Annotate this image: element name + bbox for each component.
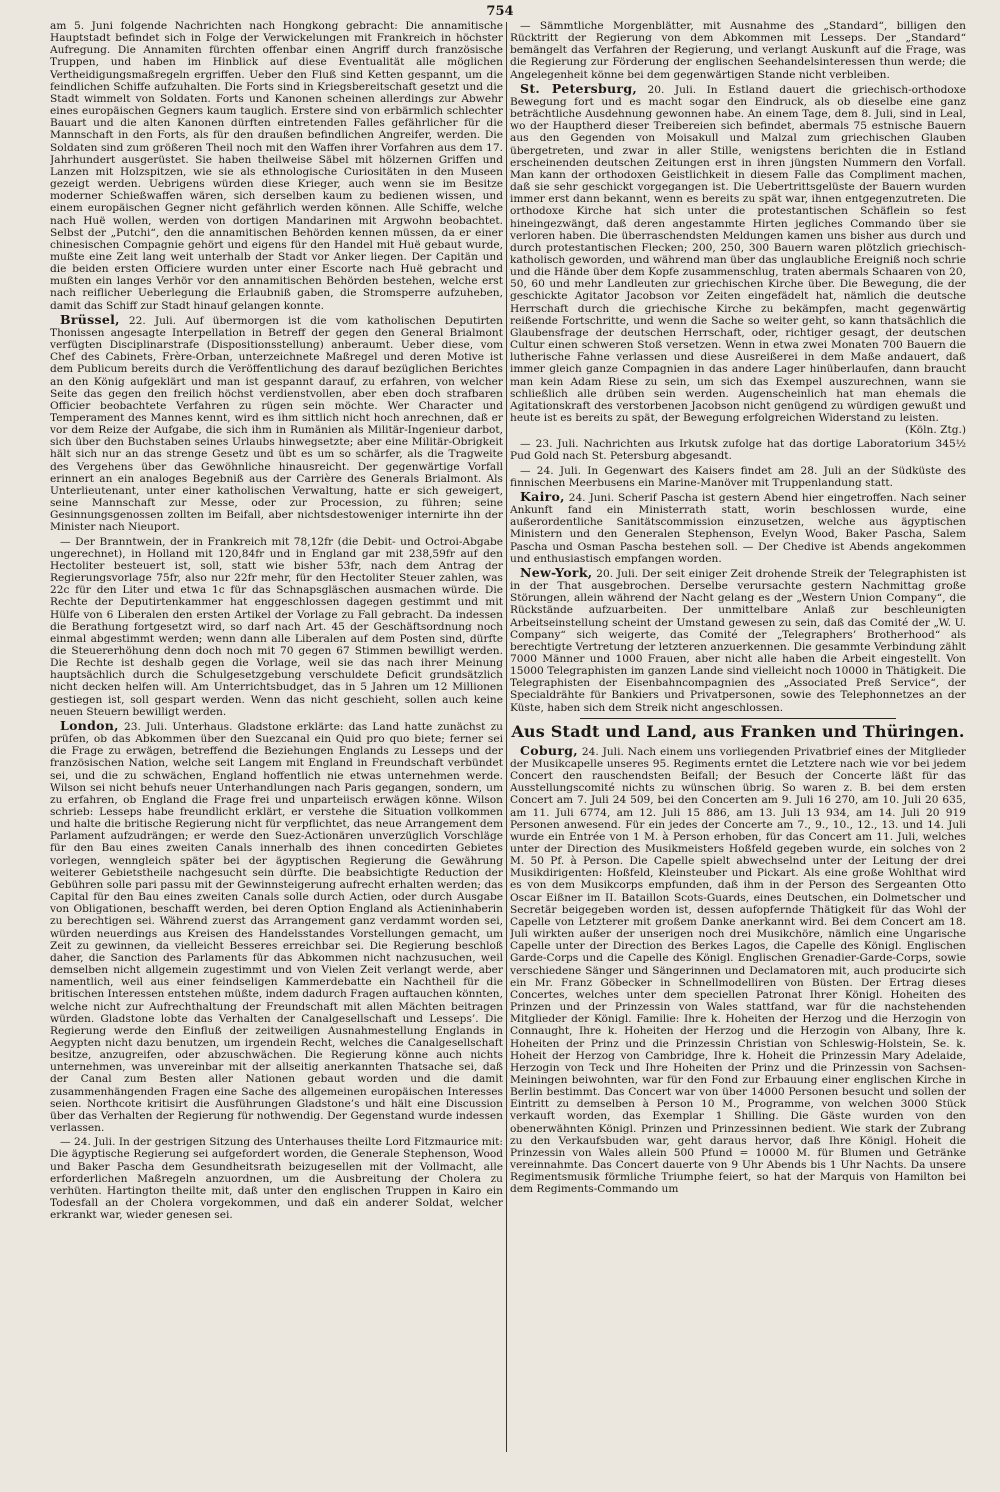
article-newyork-text: 20. Juli. Der seit einiger Zeit drohende Streik der Telegraphisten ist in der That ausgebrochen. Derselbe verursachte gestern Nachmittag große Störungen, allein während der Nacht gelang es der „Western Union Company“, die Rückstände aufzuarbeiten. Der unmittelbare Anlaß zur beschleunigten Arbeitseinstellung scheint der Umstand gewesen zu sein, daß das Comité der „W. U. Company“ sich weigerte, das Comité der „Telegraphers’ Brotherhood“ als berechtigte Vertretung der letzteren anzuerkennen. Die gesammte Verbindung zählt 7000 Männer und 1000 Frauen, aber nicht alle haben die Arbeit eingestellt. Von 15000 Telegraphisten im ganzen Lande sind vielleicht noch 10000 in Thätigkeit. Die Telegraphisten der Eisenbahncompagnien des „Associated Preß Service“, der Specialdrähte für Bankiers und Privatpersonen, sowie des Telephonnetzes an der Küste, haben sich dem Streik nicht angeschlossen. [510,567,966,714]
article-morgenblaetter: — Sämmtliche Morgenblätter, mit Ausnahme des „Standard“, billigen den Rücktritt der Regierung von dem Abkommen mit Lesseps. Der „Standard“ bemängelt das Verfahren der Regierung, und verlangt Auskunft auf die Frage, was die Regierung zur Förderung der englischen Seehandelsinteressen thun werde; die Angelegenheit könne bei dem gegenwärtigen Stande nicht verbleiben. [510,20,966,81]
left-column [50,20,503,1460]
article-london-text: 23. Juli. Unterhaus. Gladstone erklärte: das Land hatte zunächst zu prüfen, ob das Abkommen über den Suezcanal ein Quid pro quo biete; ferner sei die Frage zu erwägen, betreffend die Beziehungen Englands zu Lesseps und der französischen Nation, welche seit Langem mit England in Freundschaft verbündet sei, und die zu schwächen, England hoffentlich nie etwas unternehmen werde. Wilson sei nicht behufs neuer Unterhandlungen nach Paris gegangen, sondern, um zu erfahren, ob England die Frage frei und unparteiisch erwägen könne. Wilson schrieb: Lesseps habe freundlicht erklärt, er verstehe die Situation vollkommen und halte die britische Regierung nicht für verpflichtet, das neue Arrangement dem Parlament aufzudrängen; er werde den Suez-Actionären unverzüglich Vorschläge für den Bau eines zweiten Canals innerhalb des ihnen concedirten Gebietes vorlegen, wenngleich später bei der ägyptischen Regierung die Gewährung weiterer Gebietstheile nachgesucht sein dürfte. Die beabsichtigte Reduction der Gebühren solle pari passu mit der Gewinnsteigerung aufrecht erhalten werden; das Capital für den Bau eines zweiten Canals solle durch Actien, oder durch Ausgabe von Obligationen, beschafft werden, bei deren Option England als Actieninhaberin zu berechtigen sei. Während zuerst das Arrangement ganz verdammt worden sei, würden neuerdings aus Kreisen des Handelsstandes Vorstellungen gemacht, um Zeit zu gewinnen, da vielleicht Besseres erreichbar sei. Die Regierung beschloß daher, die Sanction des Parlaments für das Abkommen nicht nachzusuchen, weil demselben nicht allgemein zugestimmt und von Vielen Zeit verlangt werde, aber namentlich, weil aus einer feindseligen Kammerdebatte ein Nachtheil für die britischen Interessen entstehen müßte, indem dadurch Fragen auftauchen könnten, welche nicht zur Aufrechthaltung der Freundschaft mit allen Mächten beitragen würden. Gladstone lobte das Verhalten der Canalgesellschaft und Lesseps’. Die Regierung werde den Einfluß der zeitweiligen Ausnahmestellung Englands in Aegypten nicht dazu benutzen, um irgendein Recht, welches die Canalgesellschaft besitze, anzugreifen, oder abzuschwächen. Die Regierung könne auch nichts unternehmen, was unvereinbar mit der allseitig anerkannten Thatsache sei, daß der Canal zum Besten aller Nationen gebaut worden und die damit zusammenhängenden Fragen eine Sache des allgemeinen europäischen Interesses seien. Northcote kritisirt die Ausführungen Gladstone’s und hält eine Discussion über das Verhalten der Regierung für nothwendig. Der Gegenstand wurde indessen verlassen. [50,720,503,1135]
column-divider [506,22,507,1452]
article-branntwein: — Der Branntwein, der in Frankreich mit 78,12fr (die Debit- und Octroi-Abgabe ungerechnet), in Holland mit 120,84fr und in England gar mit 238,59fr auf den Hectoliter besteuert ist, soll, statt wie bisher 53fr, nach dem Antrag der Regierungsvorlage 75fr, also nur 22fr mehr, für den Hectoliter Steuer zahlen, was 22c für den Liter und etwa 1c für das Schnapsgläschen ausmachen würde. Die Rechte der Deputirtenkammer hat enggeschlossen dagegen gestimmt und mit Hülfe von 6 Liberalen den ersten Artikel der Vorlage zu Fall gebracht. Da indessen die Berathung fortgesetzt wird, so darf nach Art. 45 der Geschäftsordnung noch einmal abgestimmt werden; wenn dann alle Liberalen auf dem Posten sind, dürfte die Steuererhöhung denn doch noch mit 70 gegen 67 Stimmen bewilligt werden. Die Rechte ist deshalb gegen die Vorlage, weil sie das nach ihrer Meinung hauptsächlich durch die Schulgesetzgebung verschuldete Deficit grundsätzlich nicht decken helfen will. Am Unterrichtsbudget, das in 5 Jahren um 12 Millionen gestiegen ist, soll gespart werden. Wenn das nicht geschieht, sollen auch keine neuen Steuern bewilligt werden. [50,535,503,718]
article-petersburg-text: 20. Juli. In Estland dauert die griechisch-orthodoxe Bewegung fort und es macht sogar den Eindruck, als ob dieselbe eine ganz beträchtliche Ausdehnung gewonnen habe. An einem Tage, dem 8. Juli, sind in Leal, wo der Hauptherd dieser Treibereien sich befindet, abermals 75 estnische Bauern aus den Gegenden von Moisakull und Malzal zum griechischen Glauben übergetreten, und zwar in aller Stille, wenigstens berichten die in Estland erscheinenden deutschen Zeitungen erst in ihren jüngsten Nummern den Vorfall. Man kann der orthodoxen Geistlichkeit in diesem Falle das Compliment machen, daß sie sehr geschickt vorgegangen ist. Die Uebertrittsgelüste der Bauern wurden immer erst dann bekannt, wenn es bereits zu spät war, ihnen entgegenzutreten. Die orthodoxe Kirche hat sich unter die protestantischen Schäflein so fest hineingezwängt, daß deren angestammte Hirten jegliches Commando über sie verloren haben. Die überraschendsten Meldungen kamen uns bisher aus durch und durch protestantischen Flecken; 200, 250, 300 Bauern waren plötzlich griechisch-katholisch geworden, und während man über das unglaubliche Ereigniß noch schrie und die Hände über dem Kopfe zusammenschlug, traten abermals Schaaren von 20, 50, 60 und mehr Landleuten zur griechischen Kirche über. Die Bewegung, die der geschickte Agitator Jacobson vor Zeiten eingefädelt hat, nämlich die deutsche Herrschaft durch die griechische Kirche zu bekämpfen, macht gegenwärtig reißende Fortschritte, und wenn die Sache so weiter geht, so kann thatsächlich die Glaubensfrage der deutschen Herrschaft, oder, richtiger gesagt, der deutschen Cultur einen schweren Stoß versetzen. Wenn in etwa zwei Monaten 700 Bauern die lutherische Fahne verlassen und diese Ausreißerei in dem Maße andauert, daß immer gleich ganze Compagnien in das andere Lager hinüberlaufen, dann braucht man kein Adam Riese zu sein, um sich das Exempel auszurechnen, wann sie schließlich alle drüben sein werden. Augenscheinlich hat man ehemals die Agitationskraft des verstorbenen Jacobson nicht genügend zu würdigen gewußt und heute ist es bereits zu spät, der Bewegung erfolgreichen Widerstand zu leisten. [510,83,966,424]
article-annam-continued: am 5. Juni folgende Nachrichten nach Hongkong gebracht: Die annamitische Hauptstadt befindet sich in Folge der Verwickelungen mit Frankreich in höchster Aufregung. Die Annamiten fürchten offenbar einen Angriff durch französische Truppen, und haben im Hinblick auf diese Eventualität alle möglichen Vertheidigungsmaßregeln ergriffen. Ueber den Fluß sind Ketten gespannt, um die feindlichen Schiffe aufzuhalten. Die Forts sind in Kriegsbereitschaft gesetzt und die Stadt wimmelt von Soldaten. Forts und Kanonen scheinen allerdings zur Abwehr eines europäischen Gegners kaum tauglich. Erstere sind von erbärmlich schlechter Bauart und die alten Kanonen dürften eintretenden Falles gefährlicher für die Mannschaft in den Forts, als für den draußen befindlichen Angreifer, werden. Die Soldaten sind zum größeren Theil noch mit den Waffen ihrer Vorfahren aus dem 17. Jahrhundert ausgerüstet. Sie haben theilweise Säbel mit hölzernen Griffen und Lanzen mit Holzspitzen, wie sie als ethnologische Curiositäten in den Museen gezeigt werden. Uebrigens würden diese Krieger, auch wenn sie im Besitze moderner Schießwaffen wären, sich derselben kaum zu bedienen wissen, und einem europäischen Gegner nicht gefährlich werden können. Alle Schiffe, welche nach Huë wollen, werden von dortigen Mandarinen mit Argwohn beobachtet. Selbst der „Putchi“, den die annamitischen Behörden kennen müssen, da er einer chinesischen Compagnie gehört und eigens für den Handel mit Huë gebaut wurde, mußte eine Zeit lang weit unterhalb der Stadt vor Anker liegen. Der Capitän und die beiden ersten Officiere wurden unter einer Escorte nach Huë gebracht und mußten ein langes Verhör vor den annamitischen Behörden bestehen, welche erst nach reiflicher Ueberlegung die Erlaubniß gaben, die Stromsperre aufzuheben, damit das Schiff zur Stadt hinauf gelangen konnte. [50,20,503,312]
section-heading: Aus Stadt und Land, aus Franken und Thüringen. [511,721,965,741]
right-column [510,20,966,1460]
dateline-bruessel: Brüssel, [60,311,120,327]
article-coburg [510,742,966,1196]
dateline-london: London, [60,717,119,733]
source-credit: (Köln. Ztg.) [905,424,966,437]
article-bruessel-text: 22. Juli. Auf übermorgen ist die vom katholischen Deputirten Thonissen angesagte Interpellation in Betreff der gegen den General Brialmont verfügten Disciplinarstrafe (Dispositionsstellung) anberaumt. Ueber diese, vom Chef des Cabinets, Frère-Orban, unterzeichnete Maßregel und deren Motive ist dem Publicum bereits durch die Veröffentlichung des darauf bezüglichen Berichtes an den König aufgeklärt und man ist gespannt darauf, zu erfahren, von welcher Seite das gegen den freilich höchst verdienstvollen, aber eben doch strafbaren Officier beobachtete Verfahren zu rügen sein möchte. Wer Character und Temperament des Mannes kennt, wird es ihm sittlich nicht hoch anrechnen, daß er vor dem Reize der Aufgabe, die sich ihm in Rumänien als Militär-Ingenieur darbot, sich über den Buchstaben seines Urlaubs hinwegsetzte; aber eine Militär-Obrigkeit hält sich nur an das strenge Gesetz und übt es um so schärfer, als die Tragweite des Vergehens über das Gewöhnliche hinausreicht. Der gegenwärtige Vorfall erinnert an ein analoges Begebniß aus der Carrière des Generals Brialmont. Als Unterlieutenant, unter einer katholischen Verwaltung, hatte er sich geweigert, seine Mannschaft zur Messe, oder zur Procession, zu führen; seine Gesinnungsgenossen zollten im Beifall, aber nichtsdestoweniger internirte ihn der Minister nach Nieuport. [50,314,503,534]
article-petersburg [510,80,966,437]
article-coburg-text: 24. Juli. Nach einem uns vorliegenden Privatbrief eines der Mitglieder der Musikcapelle unseres 95. Regiments erntet die Letztere nach wie vor bei jedem Concert den rauschendsten Beifall; der Besuch der Concerte läßt für das Ausstellungscomité nichts zu wünschen übrig. So waren z. B. bei dem ersten Concert am 7. Juli 24 509, bei den Concerten am 9. Juli 16 270, am 10. Juli 20 635, am 11. Juli 6774, am 12. Juli 15 886, am 13. Juli 13 934, am 14. Juli 20 919 Personen anwesend. Für ein jedes der Concerte am 7., 9., 10., 12., 13. und 14. Juli wurde ein Entrée von 1 M. à Person erhoben, für das Concert am 11. Juli, welches unter der Direction des Musikmeisters Hoßfeld gegeben wurde, ein solches von 2 M. 50 Pf. à Person. Die Capelle spielt abwechselnd unter der Leitung der drei Musikdirigenten: Hoßfeld, Kleinsteuber und Pickart. Als eine große Wohlthat wird es von dem Musikcorps empfunden, daß ihm in der Person des Sergeanten Otto Oscar Eißner im II. Bataillon Scots-Guards, eines Deutschen, ein Dolmetscher und Secretär beigegeben worden ist, dessen aufopfernde Thätigkeit für das Wohl der Capelle von Letzterer mit großem Danke anerkannt wird. Bei dem Concert am 18. Juli wirkten außer der unserigen noch drei Musikchöre, nämlich eine Ungarische Capelle unter der Direction des Berkes Lagos, die Capelle des Königl. Englischen Garde-Corps und die Capelle des Königl. Englischen Grenadier-Garde-Corps, sowie verschiedene Sänger und Sängerinnen und Declamatoren mit, auch producirte sich ein Mr. Franz Göbecker in Schnellmodelliren von Büsten. Der Ertrag dieses Concertes, welches unter dem speciellen Patronat Ihrer Königl. Hoheiten des Prinzen und der Prinzessin von Wales stattfand, war für die nachstehenden Mitglieder der Königl. Familie: Ihre k. Hoheiten der Herzog und die Herzogin von Connaught, Ihre k. Hoheiten der Herzog und die Herzogin von Albany, Ihre k. Hoheiten der Prinz und die Prinzessin Christian von Schleswig-Holstein, Se. k. Hoheit der Herzog von Cambridge, Ihre k. Hoheit die Prinzessin Mary Adelaide, Herzogin von Teck und Ihre Hoheiten der Prinz und die Prinzessin von Sachsen-Meiningen beiwohnten, war für den Fond zur Erbauung einer englischen Kirche in Berlin bestimmt. Das Concert war von über 14000 Personen besucht und sollen der Eintritt zu demselben à Person 10 M., Programme, von welchen 3000 Stück verkauft worden, das Exemplar 1 Shilling. Die Gäste wurden von den obenerwähnten Königl. Prinzen und Prinzessinnen bedient. Wie stark der Zubrang zu den Verkaufsbuden war, geht daraus hervor, daß Ihre Königl. Hoheit die Prinzessin von Wales allein 500 Pfund = 10000 M. für Blumen und Getränke vereinnahmte. Das Concert dauerte von 9 Uhr Abends bis 1 Uhr Nachts. Da unsere Regimentsmusik förmliche Triumphe feiert, so hat der Marquis von Hamilton bei dem Regiments-Commando um [510,745,966,1196]
article-kairo [510,488,966,565]
dateline-newyork: New-York, [520,564,593,580]
article-kairo-text: 24. Juni. Scherif Pascha ist gestern Abend hier eingetroffen. Nach seiner Ankunft fand ein Ministerrath statt, worin beschlossen wurde, eine außerordentliche Sanitätscommission einzusetzen, welche aus ägyptischen Ministern und den Generalen Stephenson, Evelyn Wood, Baker Pascha, Salem Pascha und Osman Pascha bestehen soll. — Der Chedive ist Abends angekommen und enthusiastisch empfangen worden. [510,491,966,565]
page-number: 754 [486,4,514,19]
dateline-coburg: Coburg, [520,742,578,758]
dateline-petersburg: St. Petersburg, [520,80,638,96]
article-marine-manoever: — 24. Juli. In Gegenwart des Kaisers findet am 28. Juli an der Südküste des finnischen Meerbusens ein Marine-Manöver mit Truppenlandung statt. [510,464,966,489]
article-newyork [510,564,966,714]
article-bruessel [50,311,503,534]
dateline-kairo: Kairo, [520,488,565,504]
article-london [50,717,503,1135]
article-irkutsk: — 23. Juli. Nachrichten aus Irkutsk zufolge hat das dortige Laboratorium 345½ Pud Gold nach St. Petersburg abgesandt. [510,438,966,463]
article-london-24-juli: — 24. Juli. In der gestrigen Sitzung des Unterhauses theilte Lord Fitzmaurice mit: Die ägyptische Regierung sei aufgefordert worden, die Generale Stephenson, Wood und Baker Pascha dem Gesundheitsrath beizugesellen mit der Vollmacht, alle erforderlichen Maßregeln anzuordnen, um die Ausbreitung der Cholera zu verhüten. Hartington theilte mit, daß unter den englischen Truppen in Kairo ein Todesfall an der Cholera vorgekommen, und daß ein anderer Soldat, welcher erkrankt war, wieder genesen sei. [50,1136,503,1222]
section-divider [580,718,896,719]
